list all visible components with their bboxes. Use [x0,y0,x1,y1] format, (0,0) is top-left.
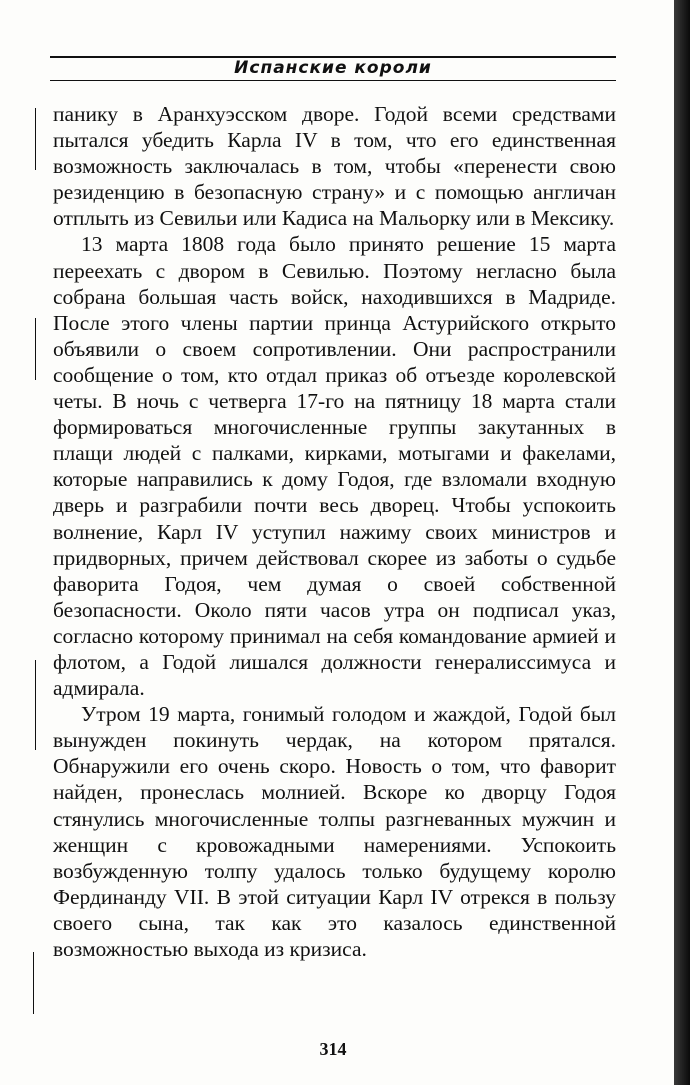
header-rule-bottom [50,80,616,81]
margin-mark-2 [35,318,36,380]
running-head: Испанские короли [234,58,432,78]
page-number: 314 [319,1039,347,1059]
margin-mark-3 [35,660,36,750]
paragraph-3: Утром 19 марта, гонимый голодом и жаждой, Годой был вынужден покинуть чердак, на котором прятался. Обнаружили его очень скоро. Новость о том, что фаворит найден, пронеслась молнией. Вскоре ко дворцу Годоя стянулись многочисленные толпы разгневанных мужчин и женщин с кровожадными намерениями. Успокоить возбужденную толпу удалось только будущему королю Фердинанду VII. В этой ситуации Карл IV отрекся в пользу своего сына, так как это казалось единственной возможностью выхода из кризиса. [53,702,616,961]
margin-mark-1 [35,108,36,170]
margin-mark-4 [33,952,34,1014]
paragraph-1: панику в Аранхуэсском дворе. Годой всеми средствами пытался убедить Карла IV в том, что его единственная возможность заключалась в том, чтобы «перенести свою резиденцию в безопасную страну» и с помощью англичан отплыть из Севильи или Кадиса на Мальорку или в Мексику. [53,102,616,231]
scan-edge-shadow [674,0,690,1085]
body-text [53,101,616,962]
paragraph-2: 13 марта 1808 года было принято решение 15 марта переехать с двором в Севилью. Поэтому негласно была собрана большая часть войск, находившихся в Мадриде. После этого члены партии принца Астурийского открыто объявили о своем сопротивлении. Они распространили сообщение о том, кто отдал приказ об отъезде королевской четы. В ночь с четверга 17-го на пятницу 18 марта стали формироваться многочисленные группы закутанных в плащи людей с палками, кирками, мотыгами и факелами, которые направились к дому Годоя, где взломали входную дверь и разграбили почти весь дворец. Чтобы успокоить волнение, Карл IV уступил нажиму своих министров и придворных, причем действовал скорее из заботы о судьбе фаворита Годоя, чем думая о своей собственной безопасности. Около пяти часов утра он подписал указ, согласно которому принимал на себя командование армией и флотом, а Годой лишался должности генералиссимуса и адмирала. [53,232,616,701]
